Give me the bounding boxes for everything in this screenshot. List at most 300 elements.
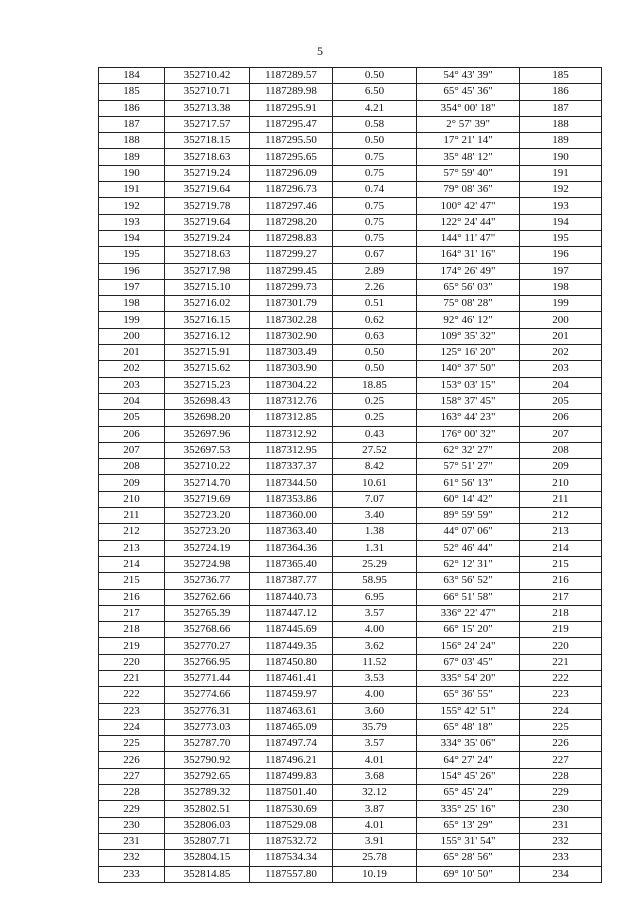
x-coordinate-cell: 352723.20	[165, 508, 250, 524]
table-row	[99, 312, 602, 328]
table-row	[99, 605, 602, 621]
table-row	[99, 719, 602, 735]
bearing-cell: 75° 08' 28"	[417, 296, 520, 312]
x-coordinate-cell: 352807.71	[165, 833, 250, 849]
point-id-cell: 207	[99, 442, 165, 458]
bearing-cell: 163° 44' 23"	[417, 410, 520, 426]
x-coordinate-cell: 352698.43	[165, 393, 250, 409]
distance-cell: 3.57	[333, 736, 417, 752]
distance-cell: 58.95	[333, 573, 417, 589]
x-coordinate-cell: 352715.10	[165, 279, 250, 295]
y-coordinate-cell: 1187530.69	[250, 801, 333, 817]
next-point-cell: 217	[520, 589, 602, 605]
next-point-cell: 201	[520, 328, 602, 344]
next-point-cell: 205	[520, 393, 602, 409]
next-point-cell: 226	[520, 736, 602, 752]
x-coordinate-cell: 352806.03	[165, 817, 250, 833]
y-coordinate-cell: 1187312.85	[250, 410, 333, 426]
bearing-cell: 57° 51' 27"	[417, 459, 520, 475]
table-row	[99, 785, 602, 801]
bearing-cell: 164° 31' 16"	[417, 247, 520, 263]
x-coordinate-cell: 352790.92	[165, 752, 250, 768]
table-row	[99, 801, 602, 817]
next-point-cell: 188	[520, 116, 602, 132]
next-point-cell: 190	[520, 149, 602, 165]
table-row	[99, 426, 602, 442]
y-coordinate-cell: 1187463.61	[250, 703, 333, 719]
next-point-cell: 234	[520, 866, 602, 882]
y-coordinate-cell: 1187450.80	[250, 654, 333, 670]
y-coordinate-cell: 1187364.36	[250, 540, 333, 556]
bearing-cell: 156° 24' 24"	[417, 638, 520, 654]
distance-cell: 0.75	[333, 149, 417, 165]
bearing-cell: 65° 28' 56"	[417, 850, 520, 866]
distance-cell: 0.50	[333, 345, 417, 361]
table-row	[99, 475, 602, 491]
table-row	[99, 866, 602, 882]
point-id-cell: 213	[99, 540, 165, 556]
y-coordinate-cell: 1187299.45	[250, 263, 333, 279]
x-coordinate-cell: 352716.15	[165, 312, 250, 328]
distance-cell: 3.68	[333, 768, 417, 784]
point-id-cell: 210	[99, 491, 165, 507]
x-coordinate-cell: 352697.96	[165, 426, 250, 442]
point-id-cell: 217	[99, 605, 165, 621]
bearing-cell: 176° 00' 32"	[417, 426, 520, 442]
table-row	[99, 817, 602, 833]
point-id-cell: 228	[99, 785, 165, 801]
x-coordinate-cell: 352774.66	[165, 687, 250, 703]
next-point-cell: 193	[520, 198, 602, 214]
bearing-cell: 65° 45' 24"	[417, 785, 520, 801]
next-point-cell: 219	[520, 622, 602, 638]
point-id-cell: 211	[99, 508, 165, 524]
y-coordinate-cell: 1187445.69	[250, 622, 333, 638]
point-id-cell: 227	[99, 768, 165, 784]
y-coordinate-cell: 1187440.73	[250, 589, 333, 605]
bearing-cell: 154° 45' 26"	[417, 768, 520, 784]
next-point-cell: 232	[520, 833, 602, 849]
y-coordinate-cell: 1187302.28	[250, 312, 333, 328]
point-id-cell: 206	[99, 426, 165, 442]
y-coordinate-cell: 1187295.91	[250, 100, 333, 116]
bearing-cell: 122° 24' 44"	[417, 214, 520, 230]
next-point-cell: 223	[520, 687, 602, 703]
table-row	[99, 540, 602, 556]
table-row	[99, 247, 602, 263]
distance-cell: 3.40	[333, 508, 417, 524]
next-point-cell: 220	[520, 638, 602, 654]
table-row	[99, 622, 602, 638]
next-point-cell: 203	[520, 361, 602, 377]
y-coordinate-cell: 1187459.97	[250, 687, 333, 703]
x-coordinate-cell: 352719.78	[165, 198, 250, 214]
point-id-cell: 194	[99, 230, 165, 246]
y-coordinate-cell: 1187289.98	[250, 84, 333, 100]
y-coordinate-cell: 1187312.95	[250, 442, 333, 458]
bearing-cell: 66° 51' 58"	[417, 589, 520, 605]
distance-cell: 1.38	[333, 524, 417, 540]
distance-cell: 3.91	[333, 833, 417, 849]
bearing-cell: 65° 48' 18"	[417, 719, 520, 735]
x-coordinate-cell: 352718.15	[165, 133, 250, 149]
y-coordinate-cell: 1187289.57	[250, 68, 333, 84]
y-coordinate-cell: 1187363.40	[250, 524, 333, 540]
bearing-cell: 92° 46' 12"	[417, 312, 520, 328]
distance-cell: 0.63	[333, 328, 417, 344]
point-id-cell: 200	[99, 328, 165, 344]
y-coordinate-cell: 1187299.27	[250, 247, 333, 263]
table-row	[99, 133, 602, 149]
next-point-cell: 231	[520, 817, 602, 833]
y-coordinate-cell: 1187501.40	[250, 785, 333, 801]
point-id-cell: 189	[99, 149, 165, 165]
distance-cell: 4.21	[333, 100, 417, 116]
distance-cell: 0.25	[333, 410, 417, 426]
table-row	[99, 230, 602, 246]
next-point-cell: 216	[520, 573, 602, 589]
y-coordinate-cell: 1187301.79	[250, 296, 333, 312]
point-id-cell: 218	[99, 622, 165, 638]
y-coordinate-cell: 1187298.20	[250, 214, 333, 230]
distance-cell: 3.53	[333, 670, 417, 686]
table-row	[99, 703, 602, 719]
point-id-cell: 190	[99, 165, 165, 181]
distance-cell: 0.50	[333, 361, 417, 377]
next-point-cell: 211	[520, 491, 602, 507]
next-point-cell: 222	[520, 670, 602, 686]
table-row	[99, 198, 602, 214]
point-id-cell: 230	[99, 817, 165, 833]
table-row	[99, 296, 602, 312]
bearing-cell: 57° 59' 40"	[417, 165, 520, 181]
point-id-cell: 221	[99, 670, 165, 686]
point-id-cell: 224	[99, 719, 165, 735]
point-id-cell: 202	[99, 361, 165, 377]
bearing-cell: 125° 16' 20"	[417, 345, 520, 361]
y-coordinate-cell: 1187529.08	[250, 817, 333, 833]
x-coordinate-cell: 352787.70	[165, 736, 250, 752]
x-coordinate-cell: 352766.95	[165, 654, 250, 670]
table-row	[99, 214, 602, 230]
point-id-cell: 197	[99, 279, 165, 295]
y-coordinate-cell: 1187534.34	[250, 850, 333, 866]
point-id-cell: 222	[99, 687, 165, 703]
distance-cell: 7.07	[333, 491, 417, 507]
distance-cell: 0.75	[333, 214, 417, 230]
point-id-cell: 204	[99, 393, 165, 409]
table-row	[99, 68, 602, 84]
next-point-cell: 215	[520, 556, 602, 572]
y-coordinate-cell: 1187360.00	[250, 508, 333, 524]
x-coordinate-cell: 352719.69	[165, 491, 250, 507]
point-id-cell: 214	[99, 556, 165, 572]
next-point-cell: 210	[520, 475, 602, 491]
x-coordinate-cell: 352804.15	[165, 850, 250, 866]
bearing-cell: 140° 37' 50"	[417, 361, 520, 377]
bearing-cell: 65° 56' 03"	[417, 279, 520, 295]
y-coordinate-cell: 1187557.80	[250, 866, 333, 882]
point-id-cell: 186	[99, 100, 165, 116]
point-id-cell: 208	[99, 459, 165, 475]
table-row	[99, 328, 602, 344]
point-id-cell: 201	[99, 345, 165, 361]
next-point-cell: 209	[520, 459, 602, 475]
bearing-cell: 89° 59' 59"	[417, 508, 520, 524]
next-point-cell: 225	[520, 719, 602, 735]
x-coordinate-cell: 352715.91	[165, 345, 250, 361]
bearing-cell: 2° 57' 39"	[417, 116, 520, 132]
next-point-cell: 212	[520, 508, 602, 524]
y-coordinate-cell: 1187465.09	[250, 719, 333, 735]
table-row	[99, 768, 602, 784]
next-point-cell: 198	[520, 279, 602, 295]
bearing-cell: 336° 22' 47"	[417, 605, 520, 621]
x-coordinate-cell: 352719.24	[165, 230, 250, 246]
y-coordinate-cell: 1187532.72	[250, 833, 333, 849]
bearing-cell: 44° 07' 06"	[417, 524, 520, 540]
next-point-cell: 229	[520, 785, 602, 801]
x-coordinate-cell: 352736.77	[165, 573, 250, 589]
table-row	[99, 508, 602, 524]
table-row	[99, 589, 602, 605]
next-point-cell: 200	[520, 312, 602, 328]
distance-cell: 3.62	[333, 638, 417, 654]
x-coordinate-cell: 352697.53	[165, 442, 250, 458]
bearing-cell: 62° 12' 31"	[417, 556, 520, 572]
table-row	[99, 524, 602, 540]
point-id-cell: 232	[99, 850, 165, 866]
distance-cell: 2.26	[333, 279, 417, 295]
next-point-cell: 192	[520, 182, 602, 198]
next-point-cell: 208	[520, 442, 602, 458]
bearing-cell: 66° 15' 20"	[417, 622, 520, 638]
distance-cell: 4.00	[333, 622, 417, 638]
y-coordinate-cell: 1187312.92	[250, 426, 333, 442]
bearing-cell: 174° 26' 49"	[417, 263, 520, 279]
point-id-cell: 196	[99, 263, 165, 279]
y-coordinate-cell: 1187296.09	[250, 165, 333, 181]
y-coordinate-cell: 1187303.49	[250, 345, 333, 361]
y-coordinate-cell: 1187344.50	[250, 475, 333, 491]
bearing-cell: 67° 03' 45"	[417, 654, 520, 670]
next-point-cell: 228	[520, 768, 602, 784]
point-id-cell: 223	[99, 703, 165, 719]
next-point-cell: 199	[520, 296, 602, 312]
x-coordinate-cell: 352710.42	[165, 68, 250, 84]
point-id-cell: 233	[99, 866, 165, 882]
distance-cell: 0.67	[333, 247, 417, 263]
x-coordinate-cell: 352718.63	[165, 247, 250, 263]
distance-cell: 6.95	[333, 589, 417, 605]
bearing-cell: 335° 25' 16"	[417, 801, 520, 817]
table-row	[99, 182, 602, 198]
point-id-cell: 195	[99, 247, 165, 263]
point-id-cell: 192	[99, 198, 165, 214]
point-id-cell: 231	[99, 833, 165, 849]
y-coordinate-cell: 1187302.90	[250, 328, 333, 344]
bearing-cell: 35° 48' 12"	[417, 149, 520, 165]
y-coordinate-cell: 1187353.86	[250, 491, 333, 507]
y-coordinate-cell: 1187449.35	[250, 638, 333, 654]
table-row	[99, 84, 602, 100]
y-coordinate-cell: 1187304.22	[250, 377, 333, 393]
bearing-cell: 334° 35' 06"	[417, 736, 520, 752]
bearing-cell: 17° 21' 14"	[417, 133, 520, 149]
next-point-cell: 218	[520, 605, 602, 621]
x-coordinate-cell: 352719.64	[165, 182, 250, 198]
distance-cell: 3.60	[333, 703, 417, 719]
x-coordinate-cell: 352789.32	[165, 785, 250, 801]
point-id-cell: 212	[99, 524, 165, 540]
point-id-cell: 220	[99, 654, 165, 670]
x-coordinate-cell: 352710.71	[165, 84, 250, 100]
x-coordinate-cell: 352717.98	[165, 263, 250, 279]
point-id-cell: 216	[99, 589, 165, 605]
distance-cell: 8.42	[333, 459, 417, 475]
point-id-cell: 215	[99, 573, 165, 589]
bearing-cell: 79° 08' 36"	[417, 182, 520, 198]
x-coordinate-cell: 352762.66	[165, 589, 250, 605]
y-coordinate-cell: 1187337.37	[250, 459, 333, 475]
y-coordinate-cell: 1187299.73	[250, 279, 333, 295]
point-id-cell: 191	[99, 182, 165, 198]
table-row	[99, 361, 602, 377]
point-id-cell: 229	[99, 801, 165, 817]
x-coordinate-cell: 352802.51	[165, 801, 250, 817]
table-row	[99, 116, 602, 132]
x-coordinate-cell: 352698.20	[165, 410, 250, 426]
bearing-cell: 63° 56' 52"	[417, 573, 520, 589]
distance-cell: 0.50	[333, 133, 417, 149]
x-coordinate-cell: 352724.98	[165, 556, 250, 572]
distance-cell: 25.29	[333, 556, 417, 572]
table-row	[99, 393, 602, 409]
y-coordinate-cell: 1187298.83	[250, 230, 333, 246]
distance-cell: 2.89	[333, 263, 417, 279]
y-coordinate-cell: 1187387.77	[250, 573, 333, 589]
next-point-cell: 204	[520, 377, 602, 393]
table-row	[99, 100, 602, 116]
table-row	[99, 687, 602, 703]
x-coordinate-cell: 352716.12	[165, 328, 250, 344]
y-coordinate-cell: 1187295.65	[250, 149, 333, 165]
x-coordinate-cell: 352713.38	[165, 100, 250, 116]
next-point-cell: 206	[520, 410, 602, 426]
x-coordinate-cell: 352771.44	[165, 670, 250, 686]
x-coordinate-cell: 352717.57	[165, 116, 250, 132]
y-coordinate-cell: 1187297.46	[250, 198, 333, 214]
point-id-cell: 225	[99, 736, 165, 752]
point-id-cell: 199	[99, 312, 165, 328]
bearing-cell: 64° 27' 24"	[417, 752, 520, 768]
x-coordinate-cell: 352768.66	[165, 622, 250, 638]
next-point-cell: 233	[520, 850, 602, 866]
point-id-cell: 185	[99, 84, 165, 100]
y-coordinate-cell: 1187312.76	[250, 393, 333, 409]
next-point-cell: 227	[520, 752, 602, 768]
point-id-cell: 226	[99, 752, 165, 768]
distance-cell: 4.00	[333, 687, 417, 703]
next-point-cell: 195	[520, 230, 602, 246]
distance-cell: 0.75	[333, 165, 417, 181]
x-coordinate-cell: 352776.31	[165, 703, 250, 719]
table-row	[99, 149, 602, 165]
y-coordinate-cell: 1187496.21	[250, 752, 333, 768]
x-coordinate-cell: 352714.70	[165, 475, 250, 491]
x-coordinate-cell: 352724.19	[165, 540, 250, 556]
x-coordinate-cell: 352719.24	[165, 165, 250, 181]
distance-cell: 0.75	[333, 230, 417, 246]
next-point-cell: 189	[520, 133, 602, 149]
x-coordinate-cell: 352710.22	[165, 459, 250, 475]
table-row	[99, 573, 602, 589]
x-coordinate-cell: 352765.39	[165, 605, 250, 621]
y-coordinate-cell: 1187296.73	[250, 182, 333, 198]
y-coordinate-cell: 1187461.41	[250, 670, 333, 686]
point-id-cell: 187	[99, 116, 165, 132]
point-id-cell: 219	[99, 638, 165, 654]
distance-cell: 3.57	[333, 605, 417, 621]
distance-cell: 32.12	[333, 785, 417, 801]
table-row	[99, 442, 602, 458]
bearing-cell: 155° 42' 51"	[417, 703, 520, 719]
distance-cell: 0.62	[333, 312, 417, 328]
point-id-cell: 205	[99, 410, 165, 426]
table-row	[99, 263, 602, 279]
survey-coordinates-table	[98, 67, 602, 883]
distance-cell: 0.58	[333, 116, 417, 132]
x-coordinate-cell: 352723.20	[165, 524, 250, 540]
next-point-cell: 214	[520, 540, 602, 556]
bearing-cell: 354° 00' 18"	[417, 100, 520, 116]
bearing-cell: 65° 13' 29"	[417, 817, 520, 833]
table-row	[99, 556, 602, 572]
table-row	[99, 752, 602, 768]
bearing-cell: 60° 14' 42"	[417, 491, 520, 507]
x-coordinate-cell: 352715.23	[165, 377, 250, 393]
next-point-cell: 194	[520, 214, 602, 230]
page-number: 5	[317, 44, 323, 58]
table-row	[99, 491, 602, 507]
bearing-cell: 153° 03' 15"	[417, 377, 520, 393]
distance-cell: 4.01	[333, 752, 417, 768]
x-coordinate-cell: 352718.63	[165, 149, 250, 165]
bearing-cell: 155° 31' 54"	[417, 833, 520, 849]
distance-cell: 1.31	[333, 540, 417, 556]
x-coordinate-cell: 352715.62	[165, 361, 250, 377]
point-id-cell: 198	[99, 296, 165, 312]
y-coordinate-cell: 1187447.12	[250, 605, 333, 621]
distance-cell: 0.50	[333, 68, 417, 84]
x-coordinate-cell: 352814.85	[165, 866, 250, 882]
bearing-cell: 100° 42' 47"	[417, 198, 520, 214]
table-row	[99, 736, 602, 752]
point-id-cell: 188	[99, 133, 165, 149]
point-id-cell: 209	[99, 475, 165, 491]
distance-cell: 10.19	[333, 866, 417, 882]
distance-cell: 0.51	[333, 296, 417, 312]
next-point-cell: 213	[520, 524, 602, 540]
next-point-cell: 230	[520, 801, 602, 817]
table-row	[99, 638, 602, 654]
point-id-cell: 203	[99, 377, 165, 393]
next-point-cell: 202	[520, 345, 602, 361]
bearing-cell: 109° 35' 32"	[417, 328, 520, 344]
distance-cell: 35.79	[333, 719, 417, 735]
distance-cell: 6.50	[333, 84, 417, 100]
table-row	[99, 345, 602, 361]
